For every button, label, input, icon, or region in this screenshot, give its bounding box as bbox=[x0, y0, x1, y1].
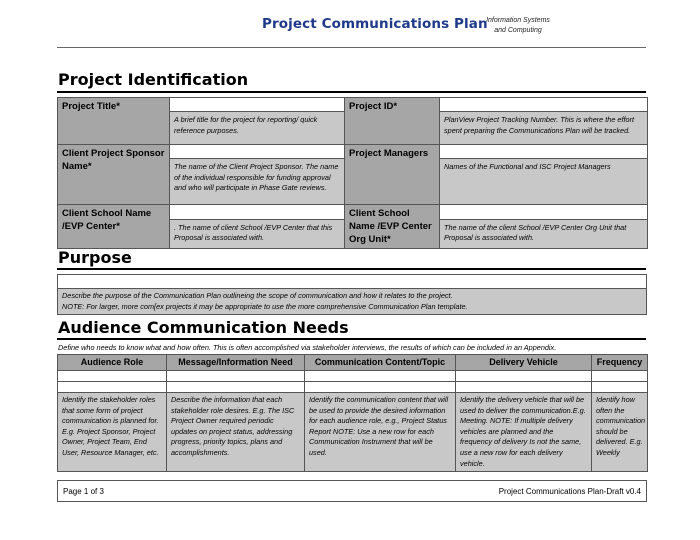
purpose-heading: Purpose bbox=[58, 248, 132, 267]
managers-description: Names of the Functional and ISC Project Managers bbox=[440, 159, 648, 205]
school-label: Client School Name /EVP Center* bbox=[58, 205, 170, 249]
frequency-cell[interactable] bbox=[592, 382, 648, 393]
frequency-description: Identify how often the communication should be delivered. E.g. Weekly bbox=[592, 393, 648, 472]
page-number: Page 1 of 3 bbox=[63, 487, 104, 496]
message-need-description: Describe the information that each stakeholder role desires. E.g. The ISC Project Owner required periodic updates on project status, addressing progress, priority topics, plans and accomplishments. bbox=[167, 393, 305, 472]
audience-role-cell[interactable] bbox=[58, 382, 167, 393]
project-identification-heading: Project Identification bbox=[58, 70, 249, 89]
page-footer bbox=[57, 480, 647, 502]
audience-intro: Define who needs to know what and how often. This is often accomplished via stakeholder interviews, the results of which can be included in an Appendix. bbox=[58, 343, 557, 352]
audience-empty-row bbox=[58, 371, 648, 382]
delivery-vehicle-description: Identify the delivery vehicle that will be used to deliver the communication.E.g. Meeting. NOTE: If multiple delivery vehicles are planned and the frequency of delivery Is not the same, use a new row for each delivery vehicle. bbox=[456, 393, 592, 472]
col-message-need: Message/Information Need bbox=[167, 355, 305, 371]
col-frequency: Frequency bbox=[592, 355, 648, 371]
school-description: . The name of client School /EVP Center that this Proposal is associated with. bbox=[170, 219, 345, 248]
org-unit-input[interactable] bbox=[440, 205, 648, 220]
audience-table bbox=[57, 354, 648, 472]
project-id-description: PlanView Project Tracking Number. This is where the effort spent preparing the Communications Plan will be tracked. bbox=[440, 112, 648, 145]
project-title-row bbox=[58, 98, 648, 112]
org-line-1: Information Systems bbox=[486, 17, 550, 24]
project-title-input[interactable] bbox=[170, 98, 345, 112]
communication-content-cell[interactable] bbox=[305, 371, 456, 382]
project-identification-rule bbox=[57, 91, 646, 93]
sponsor-description: The name of the Client Project Sponsor. The name of the individual responsible for funding approval and who will participate in Phase Gate reviews. bbox=[170, 159, 345, 205]
message-need-cell[interactable] bbox=[167, 371, 305, 382]
audience-heading: Audience Communication Needs bbox=[58, 318, 349, 337]
project-identification-table bbox=[57, 97, 648, 249]
managers-label: Project Managers bbox=[345, 145, 440, 205]
document-title: Project Communications Plan bbox=[262, 16, 488, 32]
message-need-cell[interactable] bbox=[167, 382, 305, 393]
school-input[interactable] bbox=[170, 205, 345, 220]
audience-role-cell[interactable] bbox=[58, 371, 167, 382]
project-id-input[interactable] bbox=[440, 98, 648, 112]
org-line-2: and Computing bbox=[494, 27, 542, 34]
managers-input[interactable] bbox=[440, 145, 648, 159]
school-row bbox=[58, 205, 648, 220]
delivery-vehicle-cell[interactable] bbox=[456, 371, 592, 382]
purpose-input[interactable] bbox=[58, 275, 647, 289]
audience-rule bbox=[57, 338, 646, 340]
sponsor-label: Client Project Sponsor Name* bbox=[58, 145, 170, 205]
project-title-description: A brief title for the project for reporting/ quick reference purposes. bbox=[170, 112, 345, 145]
frequency-cell[interactable] bbox=[592, 371, 648, 382]
communication-content-cell[interactable] bbox=[305, 382, 456, 393]
audience-header-row bbox=[58, 355, 648, 371]
org-unit-description: The name of the client School /EVP Center Org Unit that Proposal is associated with. bbox=[440, 219, 648, 248]
col-communication-content: Communication Content/Topic bbox=[305, 355, 456, 371]
col-delivery-vehicle: Delivery Vehicle bbox=[456, 355, 592, 371]
organization-name bbox=[472, 16, 564, 36]
purpose-input-row bbox=[58, 275, 647, 289]
org-unit-label: Client School Name /EVP Center Org Unit* bbox=[345, 205, 440, 249]
communication-content-description: Identify the communication content that will be used to provide the desired information for each audience role, e.g., Project Status Report NOTE: Use a new row for each Communication Instrument that will be used. bbox=[305, 393, 456, 472]
purpose-rule bbox=[57, 268, 646, 270]
delivery-vehicle-cell[interactable] bbox=[456, 382, 592, 393]
col-audience-role: Audience Role bbox=[58, 355, 167, 371]
project-id-label: Project ID* bbox=[345, 98, 440, 145]
purpose-line-2: NOTE: For larger, more com[ex projects it may be appropriate to use the more comprehensive Communication Plan template. bbox=[62, 301, 468, 311]
purpose-table bbox=[57, 274, 647, 315]
audience-role-description: Identify the stakeholder roles that some form of project communication is planned for. E.g. Project Sponsor, Project Owner, Project Team, End User, Resource Manager, etc. bbox=[58, 393, 167, 472]
purpose-desc-row bbox=[58, 289, 647, 315]
purpose-description bbox=[58, 289, 647, 315]
document-version: Project Communications Plan-Draft v0.4 bbox=[498, 487, 641, 496]
sponsor-input[interactable] bbox=[170, 145, 345, 159]
purpose-line-1: Describe the purpose of the Communication Plan outlineing the scope of communication and how it relates to the project. bbox=[62, 291, 453, 300]
audience-empty-row bbox=[58, 382, 648, 393]
audience-description-row bbox=[58, 393, 648, 472]
header-divider bbox=[57, 47, 646, 48]
project-title-label: Project Title* bbox=[58, 98, 170, 145]
sponsor-row bbox=[58, 145, 648, 159]
